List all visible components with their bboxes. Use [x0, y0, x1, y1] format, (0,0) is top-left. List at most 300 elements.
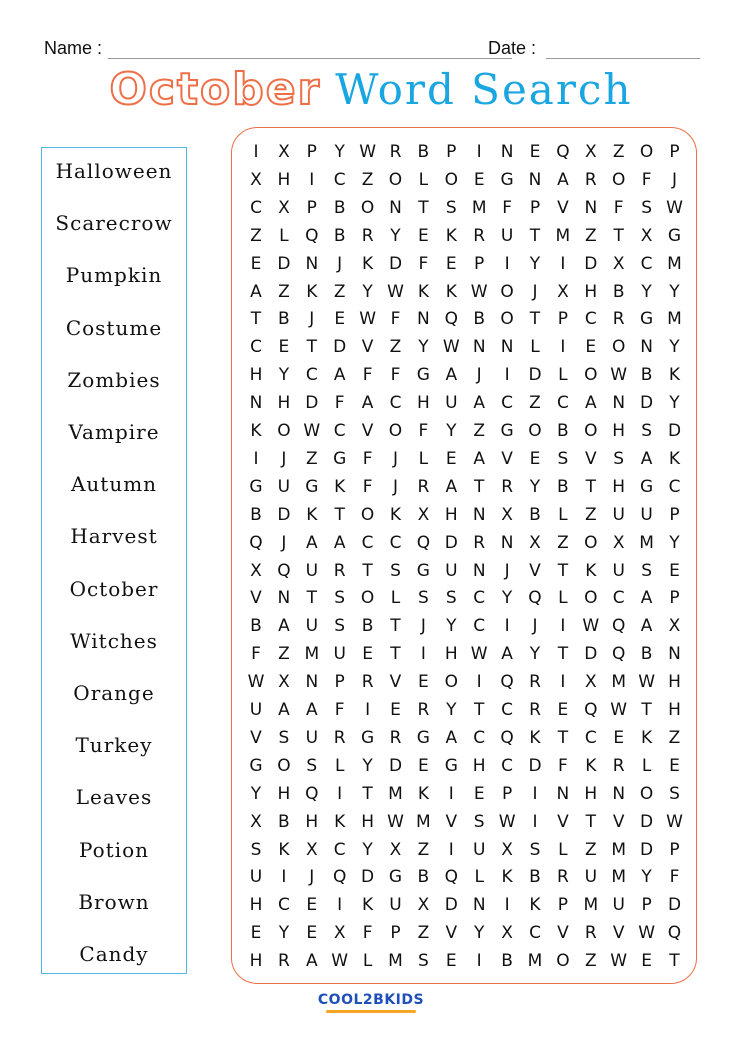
title-month: October [109, 64, 322, 115]
grid-letter: E [445, 951, 457, 972]
grid-letter: A [640, 588, 653, 609]
grid-letter: Z [417, 839, 430, 860]
grid-letter: R [529, 672, 541, 693]
grid-letter: N [584, 197, 598, 218]
grid-letter: R [612, 755, 625, 776]
grid-letter: E [306, 895, 318, 916]
grid-letter: D [305, 393, 319, 414]
grid-letter: G [640, 476, 654, 497]
grid-letter: G [249, 476, 263, 497]
grid-letter: U [584, 867, 598, 888]
grid-letter: U [445, 560, 458, 581]
grid-letter: E [613, 727, 625, 748]
grid-letter: K [334, 476, 346, 497]
grid-letter: I [309, 169, 315, 190]
grid-letter: Z [361, 169, 374, 190]
grid-letter: T [473, 476, 485, 497]
grid-letter: Z [305, 448, 318, 469]
grid-letter: E [278, 337, 290, 358]
grid-letter: M [667, 309, 682, 330]
name-date-row [44, 36, 700, 62]
grid-letter: C [612, 588, 625, 609]
grid-letter: E [418, 672, 429, 693]
grid-letter: E [250, 923, 262, 944]
grid-letter: H [472, 755, 486, 776]
date-line [546, 58, 700, 59]
grid-letter: B [278, 309, 290, 330]
grid-letter: T [585, 811, 596, 832]
grid-letter: X [501, 504, 513, 525]
grid-letter: F [502, 197, 512, 218]
logo-underline [326, 1010, 416, 1013]
grid-letter: I [560, 253, 566, 274]
grid-letter: X [389, 839, 402, 860]
word-item: Vampire [68, 420, 160, 444]
grid-letter: T [390, 616, 401, 637]
grid-letter: D [444, 532, 458, 553]
grid-letter: W [610, 951, 628, 972]
grid-letter: S [641, 421, 652, 441]
grid-letter: N [472, 895, 486, 916]
grid-letter: U [612, 560, 625, 581]
grid-letter: G [388, 867, 403, 888]
grid-letter: E [473, 783, 485, 804]
grid-letter: G [500, 169, 514, 190]
grid-letter: F [669, 867, 680, 888]
grid-letter: W [498, 811, 516, 832]
grid-letter: Q [305, 783, 319, 804]
grid-letter: T [334, 504, 345, 525]
grid-letter: I [560, 672, 566, 693]
grid-letter: H [612, 421, 626, 441]
grid-letter: M [471, 197, 487, 218]
grid-letter: P [641, 895, 652, 916]
grid-letter: K [334, 811, 346, 832]
grid-letter: U [333, 644, 346, 665]
grid-letter: L [279, 225, 289, 246]
grid-letter: J [532, 281, 538, 302]
grid-letter: U [277, 476, 291, 497]
grid-letter: W [666, 811, 683, 832]
grid-letter: W [387, 281, 404, 302]
grid-letter: P [669, 142, 680, 162]
grid-letter: R [612, 309, 625, 330]
grid-letter: S [445, 588, 457, 609]
grid-letter: B [361, 616, 374, 637]
grid-letter: P [669, 504, 680, 525]
grid-letter: H [361, 811, 374, 832]
grid-letter: T [557, 727, 569, 748]
grid-letter: W [442, 337, 460, 358]
grid-letter: X [250, 811, 262, 832]
grid-letter: E [669, 755, 680, 776]
grid-letter: N [417, 309, 430, 330]
grid-letter: H [668, 672, 681, 693]
grid-letter: P [529, 197, 541, 218]
grid-letter: F [362, 448, 373, 469]
grid-letter: H [277, 169, 291, 190]
grid-letter: O [584, 365, 598, 386]
grid-letter: G [444, 755, 458, 776]
grid-letter: U [472, 839, 486, 860]
grid-letter: A [278, 700, 290, 720]
grid-letter: N [389, 197, 402, 218]
grid-letter: V [501, 448, 513, 469]
grid-letter: K [585, 560, 597, 581]
grid-letter: Q [584, 700, 598, 720]
grid-letter: A [333, 532, 346, 553]
grid-letter: O [388, 169, 403, 190]
grid-letter: D [388, 253, 403, 274]
grid-letter: R [361, 225, 374, 246]
grid-letter: P [557, 895, 569, 916]
grid-letter: X [529, 532, 541, 553]
grid-letter: L [530, 337, 540, 358]
grid-letter: P [669, 839, 680, 860]
grid-letter: E [473, 169, 485, 190]
grid-letter: T [669, 951, 680, 972]
grid-letter: D [640, 811, 654, 832]
grid-letter: C [473, 616, 486, 637]
grid-letter: Q [416, 532, 431, 553]
grid-letter: Z [529, 393, 541, 414]
grid-letter: A [445, 727, 458, 748]
grid-letter: A [584, 393, 597, 414]
grid-letter: X [557, 281, 569, 302]
grid-letter: B [557, 421, 569, 441]
grid-letter: F [613, 197, 624, 218]
grid-letter: N [612, 393, 626, 414]
grid-letter: S [473, 811, 485, 832]
grid-letter: U [305, 727, 319, 748]
grid-letter: B [640, 644, 653, 665]
grid-letter: K [668, 365, 681, 386]
grid-letter: R [389, 727, 402, 748]
grid-letter: N [500, 532, 514, 553]
logo [316, 992, 426, 1018]
grid-letter: V [612, 811, 625, 832]
grid-letter: K [529, 895, 541, 916]
grid-letter: G [667, 225, 682, 246]
grid-letter: I [504, 365, 510, 386]
grid-letter: I [476, 951, 482, 972]
grid-letter: G [361, 727, 375, 748]
grid-letter: D [528, 365, 542, 386]
grid-letter: D [640, 839, 654, 860]
grid-letter: R [417, 700, 430, 720]
grid-letter: E [362, 644, 373, 665]
grid-letter: H [584, 281, 598, 302]
grid-letter: J [309, 309, 315, 330]
grid-letter: O [611, 337, 626, 358]
grid-letter: N [500, 142, 514, 162]
grid-letter: C [556, 393, 569, 414]
grid-letter: E [390, 700, 401, 720]
grid-letter: I [532, 783, 538, 804]
grid-letter: J [281, 448, 287, 469]
grid-letter: C [501, 700, 514, 720]
grid-letter: C [473, 588, 486, 609]
grid-letter: I [504, 895, 510, 916]
grid-letter: K [417, 281, 429, 302]
grid-letter: K [306, 281, 318, 302]
grid-letter: U [612, 504, 625, 525]
grid-letter: U [249, 867, 263, 888]
grid-letter: R [473, 532, 486, 553]
letter-grid [231, 127, 697, 984]
grid-letter: P [306, 197, 317, 218]
grid-letter: W [331, 951, 349, 972]
grid-letter: K [529, 727, 541, 748]
grid-letter: O [584, 532, 598, 553]
grid-letter: N [472, 337, 486, 358]
grid-letter: Q [277, 560, 291, 581]
grid-letter: J [476, 365, 482, 386]
grid-letter: C [389, 393, 402, 414]
grid-letter: V [612, 923, 625, 944]
grid-letter: F [418, 421, 429, 441]
grid-letter: Q [444, 867, 458, 888]
grid-letter: T [418, 197, 429, 218]
grid-letter: L [474, 867, 484, 888]
grid-letter: K [278, 839, 290, 860]
grid-letter: J [504, 560, 510, 581]
grid-letter: Y [529, 476, 541, 497]
grid-letter: O [360, 588, 375, 609]
grid-letter: Z [333, 281, 346, 302]
grid-letter: Y [473, 923, 485, 944]
grid-letter: J [532, 616, 538, 637]
grid-letter: H [249, 365, 263, 386]
grid-letter: T [362, 560, 373, 581]
word-item: Harvest [70, 524, 158, 549]
grid-letter: R [501, 476, 513, 497]
grid-letter: X [333, 923, 346, 944]
word-item: Candy [79, 942, 149, 966]
grid-letter: P [334, 672, 345, 693]
grid-letter: K [501, 867, 513, 888]
grid-letter: R [333, 560, 346, 581]
grid-letter: S [557, 448, 569, 469]
grid-letter: T [585, 476, 596, 497]
grid-letter: S [641, 560, 652, 581]
grid-letter: C [277, 895, 290, 916]
grid-letter: Z [584, 951, 597, 972]
grid-letter: S [306, 755, 318, 776]
grid-letter: B [333, 225, 346, 246]
grid-letter: I [337, 783, 343, 804]
grid-letter: I [448, 783, 454, 804]
grid-letter: V [557, 197, 569, 218]
grid-letter: M [527, 951, 543, 972]
grid-letter: T [362, 783, 373, 804]
grid-letter: M [611, 839, 627, 860]
grid-letter: B [417, 142, 430, 162]
grid-letter: Y [390, 225, 401, 246]
grid-letter: J [671, 169, 677, 190]
grid-letter: T [390, 644, 401, 665]
grid-letter: H [668, 700, 681, 720]
grid-letter: N [612, 783, 626, 804]
grid-letter: F [334, 700, 345, 720]
grid-letter: U [640, 504, 653, 525]
grid-letter: K [250, 421, 262, 441]
grid-letter: T [613, 225, 624, 246]
grid-letter: M [611, 867, 627, 888]
grid-letter: N [305, 672, 319, 693]
grid-letter: P [557, 309, 569, 330]
grid-letter: Z [584, 225, 597, 246]
grid-letter: H [277, 783, 291, 804]
grid-letter: W [303, 421, 321, 441]
word-item: Autumn [70, 472, 158, 497]
grid-letter: H [444, 644, 458, 665]
grid-letter: S [669, 783, 680, 804]
grid-letter: Y [669, 393, 680, 414]
grid-letter: U [389, 895, 402, 916]
grid-letter: Q [500, 672, 514, 693]
grid-letter: G [500, 421, 514, 441]
grid-letter: O [444, 672, 458, 693]
grid-letter: B [640, 365, 653, 386]
grid-letter: X [305, 839, 318, 860]
grid-letter: R [333, 727, 346, 748]
grid-letter: T [306, 588, 317, 609]
grid-letter: I [476, 142, 482, 162]
grid-letter: I [365, 700, 371, 720]
grid-letter: F [251, 644, 261, 665]
grid-letter: H [277, 393, 291, 414]
grid-letter: O [500, 281, 514, 302]
grid-letter: H [416, 393, 430, 414]
grid-letter: V [445, 811, 458, 832]
grid-letter: M [667, 253, 682, 274]
grid-letter: I [532, 811, 538, 832]
grid-letter: B [417, 867, 430, 888]
grid-letter: S [334, 588, 346, 609]
grid-letter: W [359, 309, 376, 330]
grid-letter: N [472, 504, 486, 525]
grid-letter: Z [557, 532, 569, 553]
grid-letter: X [417, 895, 430, 916]
grid-letter: I [476, 672, 482, 693]
grid-letter: I [504, 253, 510, 274]
grid-letter: P [474, 253, 485, 274]
grid-letter: W [638, 923, 655, 944]
grid-letter: A [445, 476, 458, 497]
grid-letter: O [388, 421, 403, 441]
grid-letter: F [390, 309, 401, 330]
grid-letter: L [641, 755, 652, 776]
grid-letter: K [417, 783, 429, 804]
grid-letter: I [448, 839, 454, 860]
grid-letter: E [445, 448, 457, 469]
grid-letter: P [306, 142, 317, 162]
grid-letter: W [470, 644, 488, 665]
grid-letter: N [305, 253, 319, 274]
grid-letter: P [446, 142, 457, 162]
grid-letter: S [250, 839, 262, 860]
grid-letter: V [557, 923, 569, 944]
grid-letter: A [640, 616, 653, 637]
grid-letter: E [334, 309, 346, 330]
grid-letter: K [362, 895, 374, 916]
name-label: Name : [44, 38, 103, 58]
grid-letter: O [444, 169, 458, 190]
grid-letter: Y [529, 253, 541, 274]
grid-letter: J [392, 476, 398, 497]
grid-letter: X [501, 839, 513, 860]
grid-letter: O [500, 309, 514, 330]
grid-letter: O [360, 197, 375, 218]
grid-letter: S [613, 448, 625, 469]
grid-letter: Q [444, 309, 458, 330]
grid-letter: R [277, 951, 290, 972]
grid-letter: S [417, 588, 429, 609]
grid-letter: O [556, 951, 570, 972]
grid-letter: Y [278, 923, 290, 944]
grid-letter: T [250, 309, 262, 330]
grid-letter: J [420, 616, 426, 637]
grid-letter: B [250, 616, 262, 637]
grid-letter: W [610, 700, 628, 720]
grid-letter: N [277, 588, 291, 609]
grid-letter: R [584, 169, 597, 190]
grid-letter: Y [250, 783, 262, 804]
grid-letter: R [584, 923, 597, 944]
word-item: Brown [78, 889, 150, 914]
grid-letter: X [668, 616, 681, 637]
grid-letter: I [560, 616, 566, 637]
grid-letter: Y [641, 867, 652, 888]
grid-letter: Z [417, 923, 430, 944]
grid-letter: C [473, 727, 486, 748]
word-item: Potion [78, 837, 150, 862]
grid-letter: Q [249, 532, 263, 553]
grid-letter: W [638, 672, 655, 693]
grid-letter: E [557, 700, 569, 720]
grid-letter: V [557, 811, 569, 832]
grid-letter: D [667, 421, 682, 441]
grid-letter: Z [584, 839, 597, 860]
grid-letter: Z [389, 337, 402, 358]
grid-letter: F [418, 253, 429, 274]
grid-letter: J [392, 448, 398, 469]
grid-letter: K [668, 448, 681, 469]
grid-letter: U [305, 616, 319, 637]
grid-letter: G [249, 755, 263, 776]
grid-letter: J [309, 867, 315, 888]
grid-letter: T [557, 560, 569, 581]
grid-letter: N [528, 169, 542, 190]
grid-letter: Y [669, 281, 680, 302]
grid-letter: F [362, 476, 373, 497]
grid-letter: X [612, 532, 625, 553]
grid-letter: C [250, 337, 262, 358]
grid-letter: A [278, 616, 290, 637]
grid-letter: C [305, 365, 318, 386]
grid-letter: A [640, 448, 653, 469]
grid-letter: A [473, 448, 485, 469]
grid-letter: G [333, 448, 347, 469]
grid-letter: O [360, 504, 375, 525]
grid-letter: A [305, 532, 318, 553]
grid-letter: I [420, 644, 426, 665]
grid-letter: A [557, 169, 569, 190]
grid-letter: H [444, 504, 458, 525]
grid-letter: Y [446, 616, 457, 637]
grid-letter: Y [446, 700, 457, 720]
